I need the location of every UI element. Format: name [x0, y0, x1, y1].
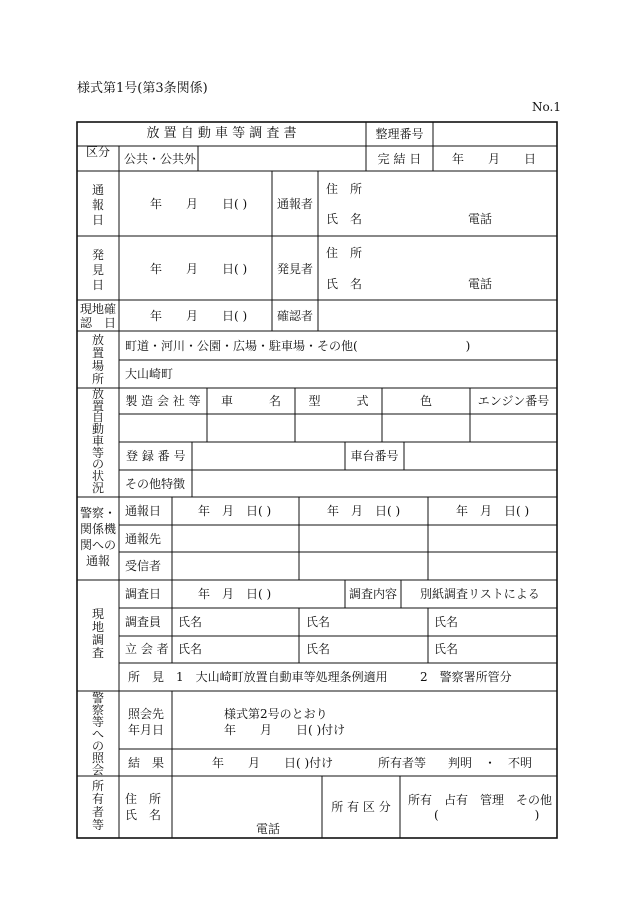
hochi-basho-options: 町道・河川・公園・広場・駐車場・その他( )	[125, 339, 471, 353]
shokai-saki-label-1: 照会先	[128, 707, 165, 721]
shoken-option-2: 2 警察署所管分	[420, 670, 512, 684]
tsuho-phone-label: 電話	[468, 212, 493, 226]
kekka-hanmei: 判明 ・ 不明	[448, 756, 533, 770]
genchi-chosa-label: 現地調査	[91, 607, 104, 660]
kekka-shoyusha-to: 所有者等	[378, 756, 427, 770]
tsuho-bi-label: 通報日	[91, 183, 104, 227]
jokyo-header-katashiki: 型 式	[308, 394, 369, 408]
shoyu-kubun-options: 所有 占有 管理 その他	[408, 793, 553, 807]
keisatsu-tsuho-bi-label: 通報日	[125, 504, 162, 518]
jokyo-header-iro: 色	[419, 394, 432, 408]
shokai-label: 警察等への照会	[91, 691, 104, 777]
hakken-address-label: 住 所	[326, 246, 363, 260]
hakken-phone-label: 電話	[468, 277, 493, 291]
hakken-bi-date: 年 月 日( )	[150, 262, 248, 276]
shoyusha-label: 所有者等	[91, 779, 104, 832]
jokyo-header-engine: エンジン番号	[477, 394, 550, 408]
shoyu-kubun-paren: ( )	[434, 808, 540, 822]
keisatsu-jushin-sha-label: 受信者	[125, 559, 162, 573]
genchi-kakunin-label-1: 現地確	[80, 302, 117, 316]
hochi-basho-value: 大山崎町	[125, 367, 174, 381]
jokyo-header-maker: 製 造 会 社 等	[125, 394, 201, 408]
tsuho-name-label: 氏 名	[326, 212, 363, 226]
toroku-bango-label: 登 録 番 号	[126, 449, 186, 463]
jokyo-label: 放置自動車等の状況	[91, 387, 104, 495]
shoyusha-name-label: 氏 名	[125, 808, 162, 822]
form-number: 様式第1号(第3条関係)	[77, 81, 208, 96]
sonota-tokucho-label: その他特徴	[125, 477, 186, 491]
shokai-value-1: 様式第2号のとおり	[224, 707, 328, 721]
seiri-bango-label: 整理番号	[375, 127, 424, 141]
shoyusha-phone-label: 電話	[256, 822, 281, 836]
chosa-naiyo-value: 別紙調査リストによる	[420, 587, 540, 601]
keisatsu-date-3: 年 月 日( )	[456, 504, 530, 518]
kanketsu-date: 年 月 日	[452, 152, 537, 166]
chosa-naiyo-label: 調査内容	[348, 587, 397, 601]
hakken-name-label: 氏 名	[326, 277, 363, 291]
chosa-in-name-3: 氏名	[434, 615, 459, 629]
tsuho-bi-date: 年 月 日( )	[150, 197, 248, 211]
seiri-bango-field[interactable]	[434, 123, 556, 145]
tachiai-sha-label: 立 会 者	[125, 642, 169, 656]
tsuho-sha-label: 通報者	[276, 197, 313, 211]
kanketsu-label: 完 結 日	[377, 152, 422, 166]
chosa-in-label: 調査員	[125, 615, 162, 629]
keisatsu-date-2: 年 月 日( )	[327, 504, 401, 518]
shoyu-kubun-label: 所 有 区 分	[331, 800, 391, 814]
shadai-bango-label: 車台番号	[350, 449, 399, 463]
genchi-kakunin-label-2: 認 日	[80, 316, 117, 330]
keisatsu-tsuho-saki-label: 通報先	[125, 532, 162, 546]
shokai-value-2: 年 月 日( )付け	[224, 723, 346, 737]
keisatsu-tsuho-label: 警察・関係機関への通報	[79, 506, 116, 568]
kubun-value: 公共・公共外	[124, 152, 197, 166]
shoyusha-address-label: 住 所	[125, 792, 162, 806]
shoken-option-1: 1 大山崎町放置自動車等処理条例適用	[176, 670, 388, 684]
tachiai-name-3: 氏名	[434, 642, 459, 656]
kakunin-sha-label: 確認者	[276, 309, 313, 323]
shoken-label: 所 見	[128, 670, 165, 684]
document-title: 放 置 自 動 車 等 調 査 書	[146, 126, 297, 141]
hakken-bi-label: 発見日	[91, 248, 104, 292]
tachiai-name-1: 氏名	[178, 642, 203, 656]
chosa-bi-label: 調査日	[125, 587, 162, 601]
chosa-bi-date: 年 月 日( )	[198, 587, 272, 601]
hakken-sha-label: 発見者	[276, 262, 313, 276]
chosa-in-name-2: 氏名	[306, 615, 331, 629]
tachiai-name-2: 氏名	[306, 642, 331, 656]
shokai-saki-label-2: 年月日	[128, 723, 165, 737]
hochi-basho-label: 放置場所	[91, 333, 104, 386]
document-number: No.1	[532, 100, 561, 114]
kekka-date: 年 月 日( )付け	[212, 756, 334, 770]
jokyo-header-shamei: 車 名	[220, 394, 281, 408]
genchi-kakunin-date: 年 月 日( )	[150, 309, 248, 323]
tsuho-address-label: 住 所	[326, 182, 363, 196]
keisatsu-date-1: 年 月 日( )	[198, 504, 272, 518]
chosa-in-name-1: 氏名	[178, 615, 203, 629]
kubun-label: 区分	[85, 145, 110, 159]
kekka-label: 結 果	[128, 756, 165, 770]
